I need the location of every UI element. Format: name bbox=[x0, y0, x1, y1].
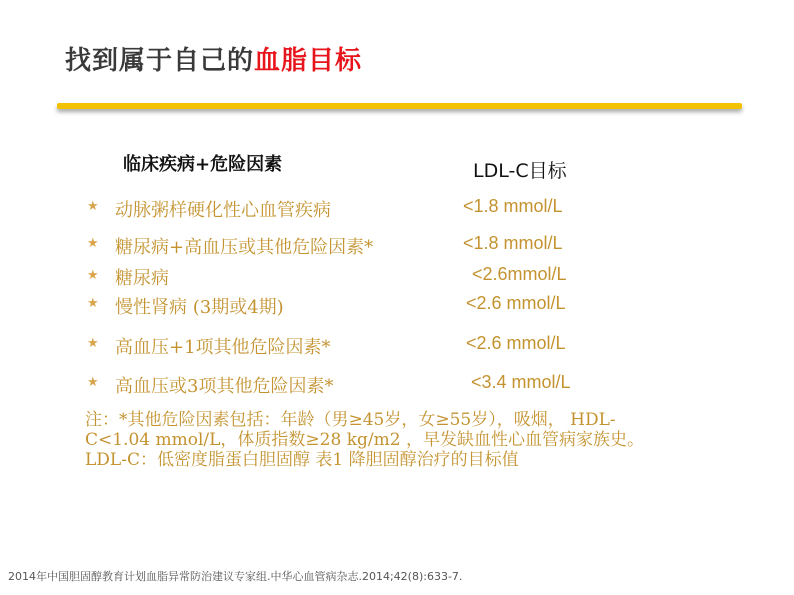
list-item bbox=[0, 233, 794, 263]
title-divider bbox=[57, 103, 742, 109]
star-icon: ★ bbox=[87, 375, 99, 390]
star-icon: ★ bbox=[87, 296, 99, 311]
footnote-line: LDL-C：低密度脂蛋白胆固醇 表1 降胆固醇治疗的目标值 bbox=[85, 450, 519, 470]
list-item bbox=[0, 264, 794, 294]
row-goal: <1.8 mmol/L bbox=[463, 196, 563, 216]
row-condition: 糖尿病 bbox=[115, 268, 169, 289]
row-condition: 动脉粥样硬化性心血管疾病 bbox=[115, 200, 331, 221]
header-goal: LDL-C目标 bbox=[473, 160, 567, 182]
footnote-line: 注：*其他危险因素包括：年龄（男≥45岁，女≥55岁），吸烟， HDL- bbox=[85, 410, 616, 430]
star-icon: ★ bbox=[87, 268, 99, 283]
list-item bbox=[0, 333, 794, 363]
list-item bbox=[0, 196, 794, 226]
row-goal: <2.6 mmol/L bbox=[466, 293, 566, 313]
title-highlight: 血脂目标 bbox=[254, 46, 363, 76]
row-goal: <3.4 mmol/L bbox=[471, 372, 571, 392]
title-prefix: 找到属于自己的 bbox=[65, 46, 255, 76]
footnote-line: C<1.04 mmol/L，体质指数≥28 kg/m2 ，早发缺血性心血管病家族史。 bbox=[85, 430, 644, 450]
header-condition: 临床疾病+危险因素 bbox=[123, 154, 283, 175]
star-icon: ★ bbox=[87, 336, 99, 351]
slide-title bbox=[65, 40, 362, 77]
star-icon: ★ bbox=[87, 236, 99, 251]
row-condition: 高血压或3项其他危险因素* bbox=[115, 376, 334, 397]
row-condition: 高血压+1项其他危险因素* bbox=[115, 337, 331, 358]
list-item bbox=[0, 372, 794, 402]
row-goal: <2.6mmol/L bbox=[472, 264, 567, 284]
row-condition: 慢性肾病 (3期或4期) bbox=[115, 297, 284, 318]
row-goal: <2.6 mmol/L bbox=[466, 333, 566, 353]
citation: 2014年中国胆固醇教育计划血脂异常防治建议专家组.中华心血管病杂志.2014;42(8):633-7. bbox=[8, 570, 463, 583]
row-goal: <1.8 mmol/L bbox=[463, 233, 563, 253]
star-icon: ★ bbox=[87, 199, 99, 214]
row-condition: 糖尿病+高血压或其他危险因素* bbox=[115, 237, 374, 258]
list-item bbox=[0, 293, 794, 323]
footnote bbox=[85, 410, 765, 470]
